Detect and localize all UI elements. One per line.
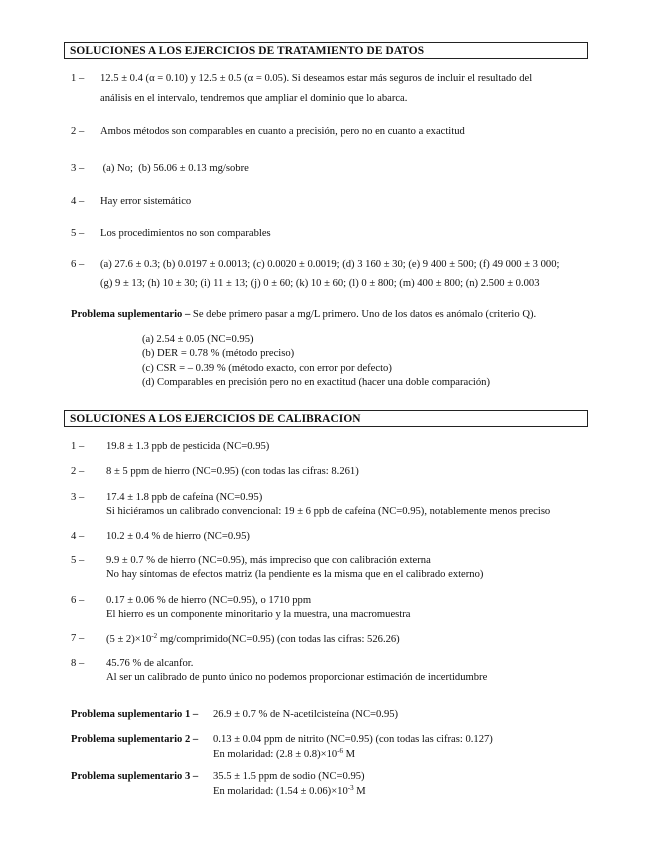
supplementary-answer: (a) 2.54 ± 0.05 (NC=0.95) <box>142 334 254 345</box>
answer-3 <box>100 162 600 176</box>
supplementary-text: Se debe primero pasar a mg/L primero. Uno de los datos es anómalo (criterio Q). <box>190 309 537 320</box>
answer-line: Si hiciéramos un calibrado convencional: 19 ± 6 ppb de cafeína (NC=0.95), notablemente menos preciso <box>106 506 551 518</box>
answer-line: No hay síntomas de efectos matriz (la pendiente es la misma que en el calibrado externo) <box>106 569 484 581</box>
answer-text: En molaridad: (1.54 ± 0.06)×10 <box>213 786 348 798</box>
answer-1 <box>100 72 600 107</box>
answer-line: Hay error sistemático <box>100 196 192 207</box>
answer-line: 0.17 ± 0.06 % de hierro (NC=0.95), o 1710 ppm <box>106 595 312 606</box>
answer-line: (g) 9 ± 13; (h) 10 ± 30; (i) 11 ± 13; (j) 0 ± 60; (k) 10 ± 60; (l) 0 ± 800; (m) 400 ± 800; (n) 2.500 ± 0.003 <box>100 278 540 290</box>
item-number: 8 – <box>71 658 85 669</box>
answer-line: 35.5 ± 1.5 ppm de sodio (NC=0.95) <box>213 771 365 782</box>
item-number: 5 – <box>71 555 85 566</box>
answer-line: 0.13 ± 0.04 ppm de nitrito (NC=0.95) (con todas las cifras: 0.127) <box>213 734 493 745</box>
item-number: 2 – <box>71 466 85 477</box>
answer-text: (5 ± 2)×10 <box>106 634 152 645</box>
item-number: 4 – <box>71 531 85 542</box>
supplementary-label: Problema suplementario – <box>71 309 191 320</box>
answer-line: 17.4 ± 1.8 ppb de cafeína (NC=0.95) <box>106 492 263 503</box>
answer-line <box>213 747 493 762</box>
supplementary-problem-2 <box>213 733 493 763</box>
item-number: 7 – <box>71 633 85 644</box>
answer-line: Al ser un calibrado de punto único no podemos proporcionar estimación de incertidumbre <box>106 672 488 684</box>
answer-text: M <box>353 786 366 798</box>
answer-line: 8 ± 5 ppm de hierro (NC=0.95) (con todas las cifras: 8.261) <box>106 466 359 477</box>
supplementary-answer: (d) Comparables en precisión pero no en exactitud (hacer una doble comparación) <box>142 376 490 388</box>
answer-line <box>213 784 366 799</box>
calibration-answer-6 <box>106 594 606 623</box>
item-number: 3 – <box>71 163 85 174</box>
calibration-answer-4 <box>106 530 606 544</box>
supplementary-answers <box>142 333 490 390</box>
item-number: 3 – <box>71 492 85 503</box>
calibration-answer-7 <box>106 632 606 647</box>
item-number: 2 – <box>71 126 85 137</box>
answer-text: mg/comprimido(NC=0.95) (con todas las cifras: 526.26) <box>157 634 400 645</box>
item-number: 1 – <box>71 73 85 84</box>
answer-line: Ambos métodos son comparables en cuanto a precisión, pero no en cuanto a exactitud <box>100 126 465 137</box>
exponent: -3 <box>347 784 354 793</box>
answer-6 <box>100 258 600 292</box>
item-number: 4 – <box>71 196 85 207</box>
answer-line: 19.8 ± 1.3 ppb de pesticida (NC=0.95) <box>106 441 270 452</box>
supplementary-problem-label: Problema suplementario 3 – <box>71 771 199 782</box>
calibration-answer-5 <box>106 554 606 583</box>
exponent: -6 <box>337 747 344 756</box>
answer-text: M <box>343 749 356 761</box>
supplementary-answer: (c) CSR = – 0.39 % (método exacto, con error por defecto) <box>142 362 392 374</box>
supplementary-problem-3 <box>213 770 366 800</box>
answer-line: 10.2 ± 0.4 % de hierro (NC=0.95) <box>106 531 250 542</box>
answer-line: Los procedimientos no son comparables <box>100 228 271 239</box>
supplementary-problem-label: Problema suplementario 1 – <box>71 709 199 720</box>
item-number: 6 – <box>71 259 85 270</box>
item-number: 5 – <box>71 228 85 239</box>
answer-line: 26.9 ± 0.7 % de N-acetilcisteína (NC=0.95) <box>213 709 399 720</box>
answer-2 <box>100 125 600 139</box>
calibration-answer-3 <box>106 491 606 520</box>
calibration-answer-8 <box>106 657 606 686</box>
section-heading-data-treatment: SOLUCIONES A LOS EJERCICIOS DE TRATAMIENTO DE DATOS <box>64 42 588 59</box>
answer-line: análisis en el intervalo, tendremos que ampliar el dominio que lo abarca. <box>100 93 408 105</box>
exponent: -2 <box>151 632 158 640</box>
answer-line: (a) 27.6 ± 0.3; (b) 0.0197 ± 0.0013; (c) 0.0020 ± 0.0019; (d) 3 160 ± 30; (e) 9 400 ± 500; (f) 49 000 ± 3 000; <box>100 259 560 270</box>
supplementary-problem-1 <box>213 708 398 722</box>
calibration-answer-1 <box>106 440 606 454</box>
section-heading-calibration: SOLUCIONES A LOS EJERCICIOS DE CALIBRACION <box>64 410 588 427</box>
item-number: 6 – <box>71 595 85 606</box>
supplementary-answer: (b) DER = 0.78 % (método preciso) <box>142 348 295 360</box>
answer-5 <box>100 227 600 241</box>
answer-line: 12.5 ± 0.4 (α = 0.10) y 12.5 ± 0.5 (α = 0.05). Si deseamos estar más seguros de incluir el resultado del <box>100 73 533 84</box>
answer-4 <box>100 195 600 209</box>
answer-line: (a) No; (b) 56.06 ± 0.13 mg/sobre <box>100 163 249 174</box>
answer-text: En molaridad: (2.8 ± 0.8)×10 <box>213 749 338 761</box>
answer-line: El hierro es un componente minoritario y la muestra, una macromuestra <box>106 609 411 621</box>
calibration-answer-2 <box>106 465 606 479</box>
supplementary-problem <box>71 308 536 322</box>
supplementary-problem-label: Problema suplementario 2 – <box>71 734 199 745</box>
answer-line: 45.76 % de alcanfor. <box>106 658 194 669</box>
item-number: 1 – <box>71 441 85 452</box>
answer-line: 9.9 ± 0.7 % de hierro (NC=0.95), más impreciso que con calibración externa <box>106 555 431 566</box>
answer-line <box>106 632 606 647</box>
